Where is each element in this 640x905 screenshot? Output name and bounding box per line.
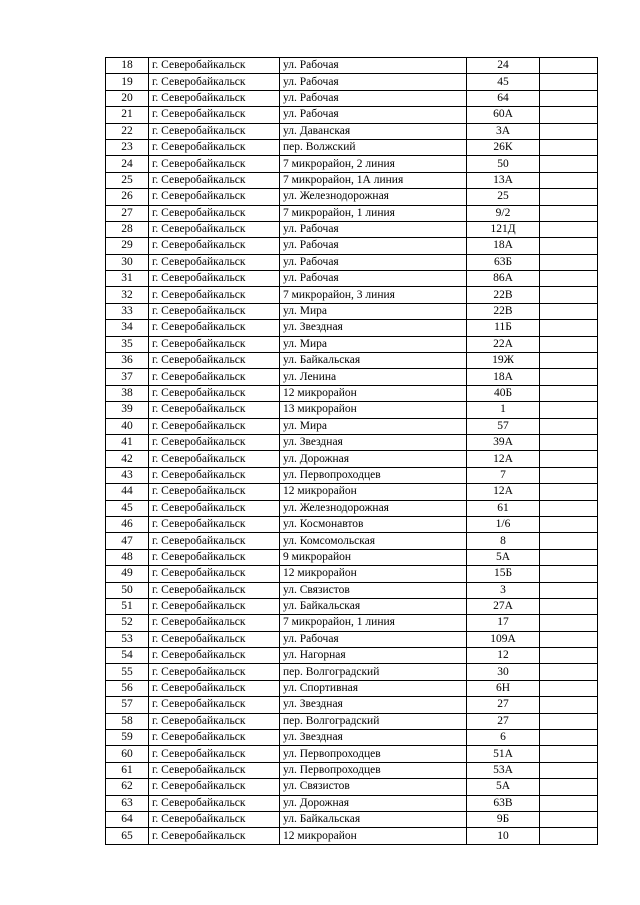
city-cell: г. Северобайкальск [149,221,280,237]
table-row [106,254,598,270]
table-row [106,697,598,713]
city-cell: г. Северобайкальск [149,549,280,565]
table-row [106,369,598,385]
street-cell: ул. Связистов [280,779,467,795]
street-cell: ул. Рабочая [280,254,467,270]
city-cell: г. Северобайкальск [149,74,280,90]
city-cell: г. Северобайкальск [149,762,280,778]
table-row [106,434,598,450]
street-cell: 12 микрорайон [280,566,467,582]
table-row [106,828,598,844]
city-cell: г. Северобайкальск [149,418,280,434]
extra-cell [540,680,598,696]
table-row [106,500,598,516]
row-number: 40 [106,418,149,434]
extra-cell [540,467,598,483]
row-number: 33 [106,303,149,319]
row-number: 34 [106,320,149,336]
row-number: 51 [106,598,149,614]
street-cell: ул. Рабочая [280,271,467,287]
row-number: 45 [106,500,149,516]
city-cell: г. Северобайкальск [149,828,280,844]
row-number: 55 [106,664,149,680]
row-number: 59 [106,730,149,746]
row-number: 41 [106,434,149,450]
street-cell: ул. Рабочая [280,90,467,106]
table-row [106,402,598,418]
street-cell: ул. Первопроходцев [280,746,467,762]
street-cell: ул. Звездная [280,730,467,746]
street-cell: ул. Рабочая [280,58,467,74]
row-number: 42 [106,451,149,467]
row-number: 19 [106,74,149,90]
house-number-cell: 109А [467,631,540,647]
extra-cell [540,139,598,155]
street-cell: 12 микрорайон [280,484,467,500]
city-cell: г. Северобайкальск [149,598,280,614]
extra-cell [540,664,598,680]
city-cell: г. Северобайкальск [149,156,280,172]
street-cell: пер. Волгоградский [280,713,467,729]
city-cell: г. Северобайкальск [149,713,280,729]
street-cell: ул. Мира [280,336,467,352]
house-number-cell: 9Б [467,811,540,827]
extra-cell [540,811,598,827]
table-row [106,582,598,598]
table-row [106,385,598,401]
extra-cell [540,107,598,123]
city-cell: г. Северобайкальск [149,189,280,205]
extra-cell [540,205,598,221]
row-number: 36 [106,353,149,369]
table-row [106,107,598,123]
extra-cell [540,58,598,74]
table-row [106,205,598,221]
house-number-cell: 1/6 [467,516,540,532]
table-row [106,516,598,532]
house-number-cell: 18А [467,369,540,385]
table-row [106,631,598,647]
row-number: 23 [106,139,149,155]
table-row [106,336,598,352]
street-cell: ул. Звездная [280,320,467,336]
house-number-cell: 64 [467,90,540,106]
row-number: 65 [106,828,149,844]
house-number-cell: 13А [467,172,540,188]
extra-cell [540,402,598,418]
row-number: 50 [106,582,149,598]
city-cell: г. Северобайкальск [149,205,280,221]
extra-cell [540,303,598,319]
house-number-cell: 121Д [467,221,540,237]
city-cell: г. Северобайкальск [149,811,280,827]
city-cell: г. Северобайкальск [149,139,280,155]
row-number: 26 [106,189,149,205]
extra-cell [540,779,598,795]
house-number-cell: 8 [467,533,540,549]
city-cell: г. Северобайкальск [149,467,280,483]
extra-cell [540,320,598,336]
city-cell: г. Северобайкальск [149,90,280,106]
extra-cell [540,795,598,811]
house-number-cell: 11Б [467,320,540,336]
street-cell: 7 микрорайон, 1 линия [280,205,467,221]
street-cell: ул. Первопроходцев [280,467,467,483]
city-cell: г. Северобайкальск [149,680,280,696]
table-row [106,90,598,106]
city-cell: г. Северобайкальск [149,631,280,647]
row-number: 25 [106,172,149,188]
table-row [106,172,598,188]
street-cell: ул. Мира [280,303,467,319]
table-row [106,74,598,90]
house-number-cell: 12 [467,648,540,664]
row-number: 27 [106,205,149,221]
extra-cell [540,648,598,664]
street-cell: ул. Рабочая [280,221,467,237]
house-number-cell: 27 [467,713,540,729]
table-row [106,353,598,369]
row-number: 20 [106,90,149,106]
row-number: 64 [106,811,149,827]
address-table-body [106,58,598,845]
house-number-cell: 26К [467,139,540,155]
city-cell: г. Северобайкальск [149,320,280,336]
street-cell: пер. Волгоградский [280,664,467,680]
house-number-cell: 27А [467,598,540,614]
table-row [106,533,598,549]
row-number: 47 [106,533,149,549]
extra-cell [540,746,598,762]
street-cell: 7 микрорайон, 1А линия [280,172,467,188]
row-number: 52 [106,615,149,631]
city-cell: г. Северобайкальск [149,648,280,664]
extra-cell [540,385,598,401]
table-row [106,549,598,565]
extra-cell [540,713,598,729]
city-cell: г. Северобайкальск [149,434,280,450]
extra-cell [540,434,598,450]
row-number: 60 [106,746,149,762]
row-number: 53 [106,631,149,647]
house-number-cell: 5А [467,549,540,565]
city-cell: г. Северобайкальск [149,566,280,582]
house-number-cell: 22В [467,287,540,303]
house-number-cell: 3 [467,582,540,598]
extra-cell [540,828,598,844]
city-cell: г. Северобайкальск [149,779,280,795]
city-cell: г. Северобайкальск [149,336,280,352]
house-number-cell: 1 [467,402,540,418]
table-row [106,238,598,254]
house-number-cell: 17 [467,615,540,631]
table-row [106,648,598,664]
row-number: 39 [106,402,149,418]
street-cell: ул. Звездная [280,697,467,713]
row-number: 18 [106,58,149,74]
table-row [106,779,598,795]
city-cell: г. Северобайкальск [149,516,280,532]
street-cell: 7 микрорайон, 3 линия [280,287,467,303]
house-number-cell: 30 [467,664,540,680]
table-row [106,139,598,155]
city-cell: г. Северобайкальск [149,500,280,516]
table-row [106,221,598,237]
city-cell: г. Северобайкальск [149,369,280,385]
street-cell: ул. Байкальская [280,811,467,827]
house-number-cell: 6 [467,730,540,746]
extra-cell [540,566,598,582]
house-number-cell: 86А [467,271,540,287]
city-cell: г. Северобайкальск [149,107,280,123]
row-number: 29 [106,238,149,254]
row-number: 24 [106,156,149,172]
city-cell: г. Северобайкальск [149,303,280,319]
street-cell: ул. Дорожная [280,451,467,467]
table-row [106,418,598,434]
table-row [106,156,598,172]
extra-cell [540,500,598,516]
house-number-cell: 18А [467,238,540,254]
city-cell: г. Северобайкальск [149,58,280,74]
house-number-cell: 7 [467,467,540,483]
city-cell: г. Северобайкальск [149,353,280,369]
extra-cell [540,533,598,549]
street-cell: ул. Первопроходцев [280,762,467,778]
row-number: 44 [106,484,149,500]
row-number: 57 [106,697,149,713]
house-number-cell: 22В [467,303,540,319]
row-number: 61 [106,762,149,778]
street-cell: ул. Ленина [280,369,467,385]
row-number: 35 [106,336,149,352]
table-row [106,730,598,746]
extra-cell [540,156,598,172]
extra-cell [540,730,598,746]
street-cell: 12 микрорайон [280,828,467,844]
extra-cell [540,189,598,205]
table-row [106,680,598,696]
street-cell: пер. Волжский [280,139,467,155]
house-number-cell: 27 [467,697,540,713]
extra-cell [540,123,598,139]
street-cell: ул. Звездная [280,434,467,450]
table-row [106,664,598,680]
house-number-cell: 24 [467,58,540,74]
row-number: 31 [106,271,149,287]
city-cell: г. Северобайкальск [149,533,280,549]
extra-cell [540,549,598,565]
extra-cell [540,172,598,188]
city-cell: г. Северобайкальск [149,582,280,598]
extra-cell [540,598,598,614]
house-number-cell: 45 [467,74,540,90]
street-cell: 12 микрорайон [280,385,467,401]
extra-cell [540,90,598,106]
street-cell: 7 микрорайон, 1 линия [280,615,467,631]
house-number-cell: 15Б [467,566,540,582]
extra-cell [540,369,598,385]
street-cell: ул. Даванская [280,123,467,139]
table-row [106,303,598,319]
city-cell: г. Северобайкальск [149,123,280,139]
street-cell: ул. Рабочая [280,631,467,647]
extra-cell [540,631,598,647]
house-number-cell: 9/2 [467,205,540,221]
house-number-cell: 12А [467,484,540,500]
street-cell: ул. Железнодорожная [280,189,467,205]
table-row [106,287,598,303]
table-row [106,566,598,582]
city-cell: г. Северобайкальск [149,697,280,713]
house-number-cell: 53А [467,762,540,778]
row-number: 22 [106,123,149,139]
row-number: 38 [106,385,149,401]
extra-cell [540,353,598,369]
city-cell: г. Северобайкальск [149,795,280,811]
row-number: 43 [106,467,149,483]
extra-cell [540,762,598,778]
row-number: 30 [106,254,149,270]
street-cell: ул. Рабочая [280,238,467,254]
city-cell: г. Северобайкальск [149,451,280,467]
street-cell: ул. Связистов [280,582,467,598]
house-number-cell: 57 [467,418,540,434]
table-row [106,123,598,139]
house-number-cell: 39А [467,434,540,450]
street-cell: 7 микрорайон, 2 линия [280,156,467,172]
street-cell: ул. Байкальская [280,353,467,369]
house-number-cell: 5А [467,779,540,795]
street-cell: 13 микрорайон [280,402,467,418]
house-number-cell: 60А [467,107,540,123]
city-cell: г. Северобайкальск [149,238,280,254]
house-number-cell: 63В [467,795,540,811]
street-cell: ул. Железнодорожная [280,500,467,516]
table-row [106,811,598,827]
house-number-cell: 61 [467,500,540,516]
extra-cell [540,615,598,631]
extra-cell [540,484,598,500]
table-row [106,451,598,467]
row-number: 62 [106,779,149,795]
extra-cell [540,221,598,237]
table-row [106,467,598,483]
house-number-cell: 40Б [467,385,540,401]
row-number: 56 [106,680,149,696]
house-number-cell: 12А [467,451,540,467]
house-number-cell: 19Ж [467,353,540,369]
city-cell: г. Северобайкальск [149,746,280,762]
city-cell: г. Северобайкальск [149,287,280,303]
house-number-cell: 6Н [467,680,540,696]
table-row [106,484,598,500]
house-number-cell: 25 [467,189,540,205]
extra-cell [540,254,598,270]
extra-cell [540,697,598,713]
house-number-cell: 10 [467,828,540,844]
row-number: 28 [106,221,149,237]
row-number: 48 [106,549,149,565]
address-table [105,57,598,845]
table-row [106,320,598,336]
street-cell: ул. Дорожная [280,795,467,811]
extra-cell [540,451,598,467]
street-cell: ул. Космонавтов [280,516,467,532]
table-row [106,713,598,729]
table-row [106,189,598,205]
house-number-cell: 50 [467,156,540,172]
street-cell: 9 микрорайон [280,549,467,565]
row-number: 49 [106,566,149,582]
street-cell: ул. Нагорная [280,648,467,664]
city-cell: г. Северобайкальск [149,402,280,418]
extra-cell [540,336,598,352]
row-number: 46 [106,516,149,532]
street-cell: ул. Рабочая [280,107,467,123]
city-cell: г. Северобайкальск [149,484,280,500]
row-number: 63 [106,795,149,811]
city-cell: г. Северобайкальск [149,271,280,287]
extra-cell [540,582,598,598]
city-cell: г. Северобайкальск [149,615,280,631]
extra-cell [540,238,598,254]
house-number-cell: 3А [467,123,540,139]
extra-cell [540,287,598,303]
row-number: 58 [106,713,149,729]
table-row [106,615,598,631]
row-number: 21 [106,107,149,123]
house-number-cell: 51А [467,746,540,762]
row-number: 54 [106,648,149,664]
table-row [106,795,598,811]
city-cell: г. Северобайкальск [149,730,280,746]
street-cell: ул. Рабочая [280,74,467,90]
extra-cell [540,418,598,434]
extra-cell [540,271,598,287]
table-row [106,58,598,74]
house-number-cell: 63Б [467,254,540,270]
row-number: 37 [106,369,149,385]
extra-cell [540,516,598,532]
street-cell: ул. Мира [280,418,467,434]
extra-cell [540,74,598,90]
table-row [106,746,598,762]
city-cell: г. Северобайкальск [149,664,280,680]
city-cell: г. Северобайкальск [149,385,280,401]
city-cell: г. Северобайкальск [149,172,280,188]
house-number-cell: 22А [467,336,540,352]
street-cell: ул. Спортивная [280,680,467,696]
table-row [106,762,598,778]
table-row [106,598,598,614]
street-cell: ул. Байкальская [280,598,467,614]
street-cell: ул. Комсомольская [280,533,467,549]
city-cell: г. Северобайкальск [149,254,280,270]
table-row [106,271,598,287]
row-number: 32 [106,287,149,303]
